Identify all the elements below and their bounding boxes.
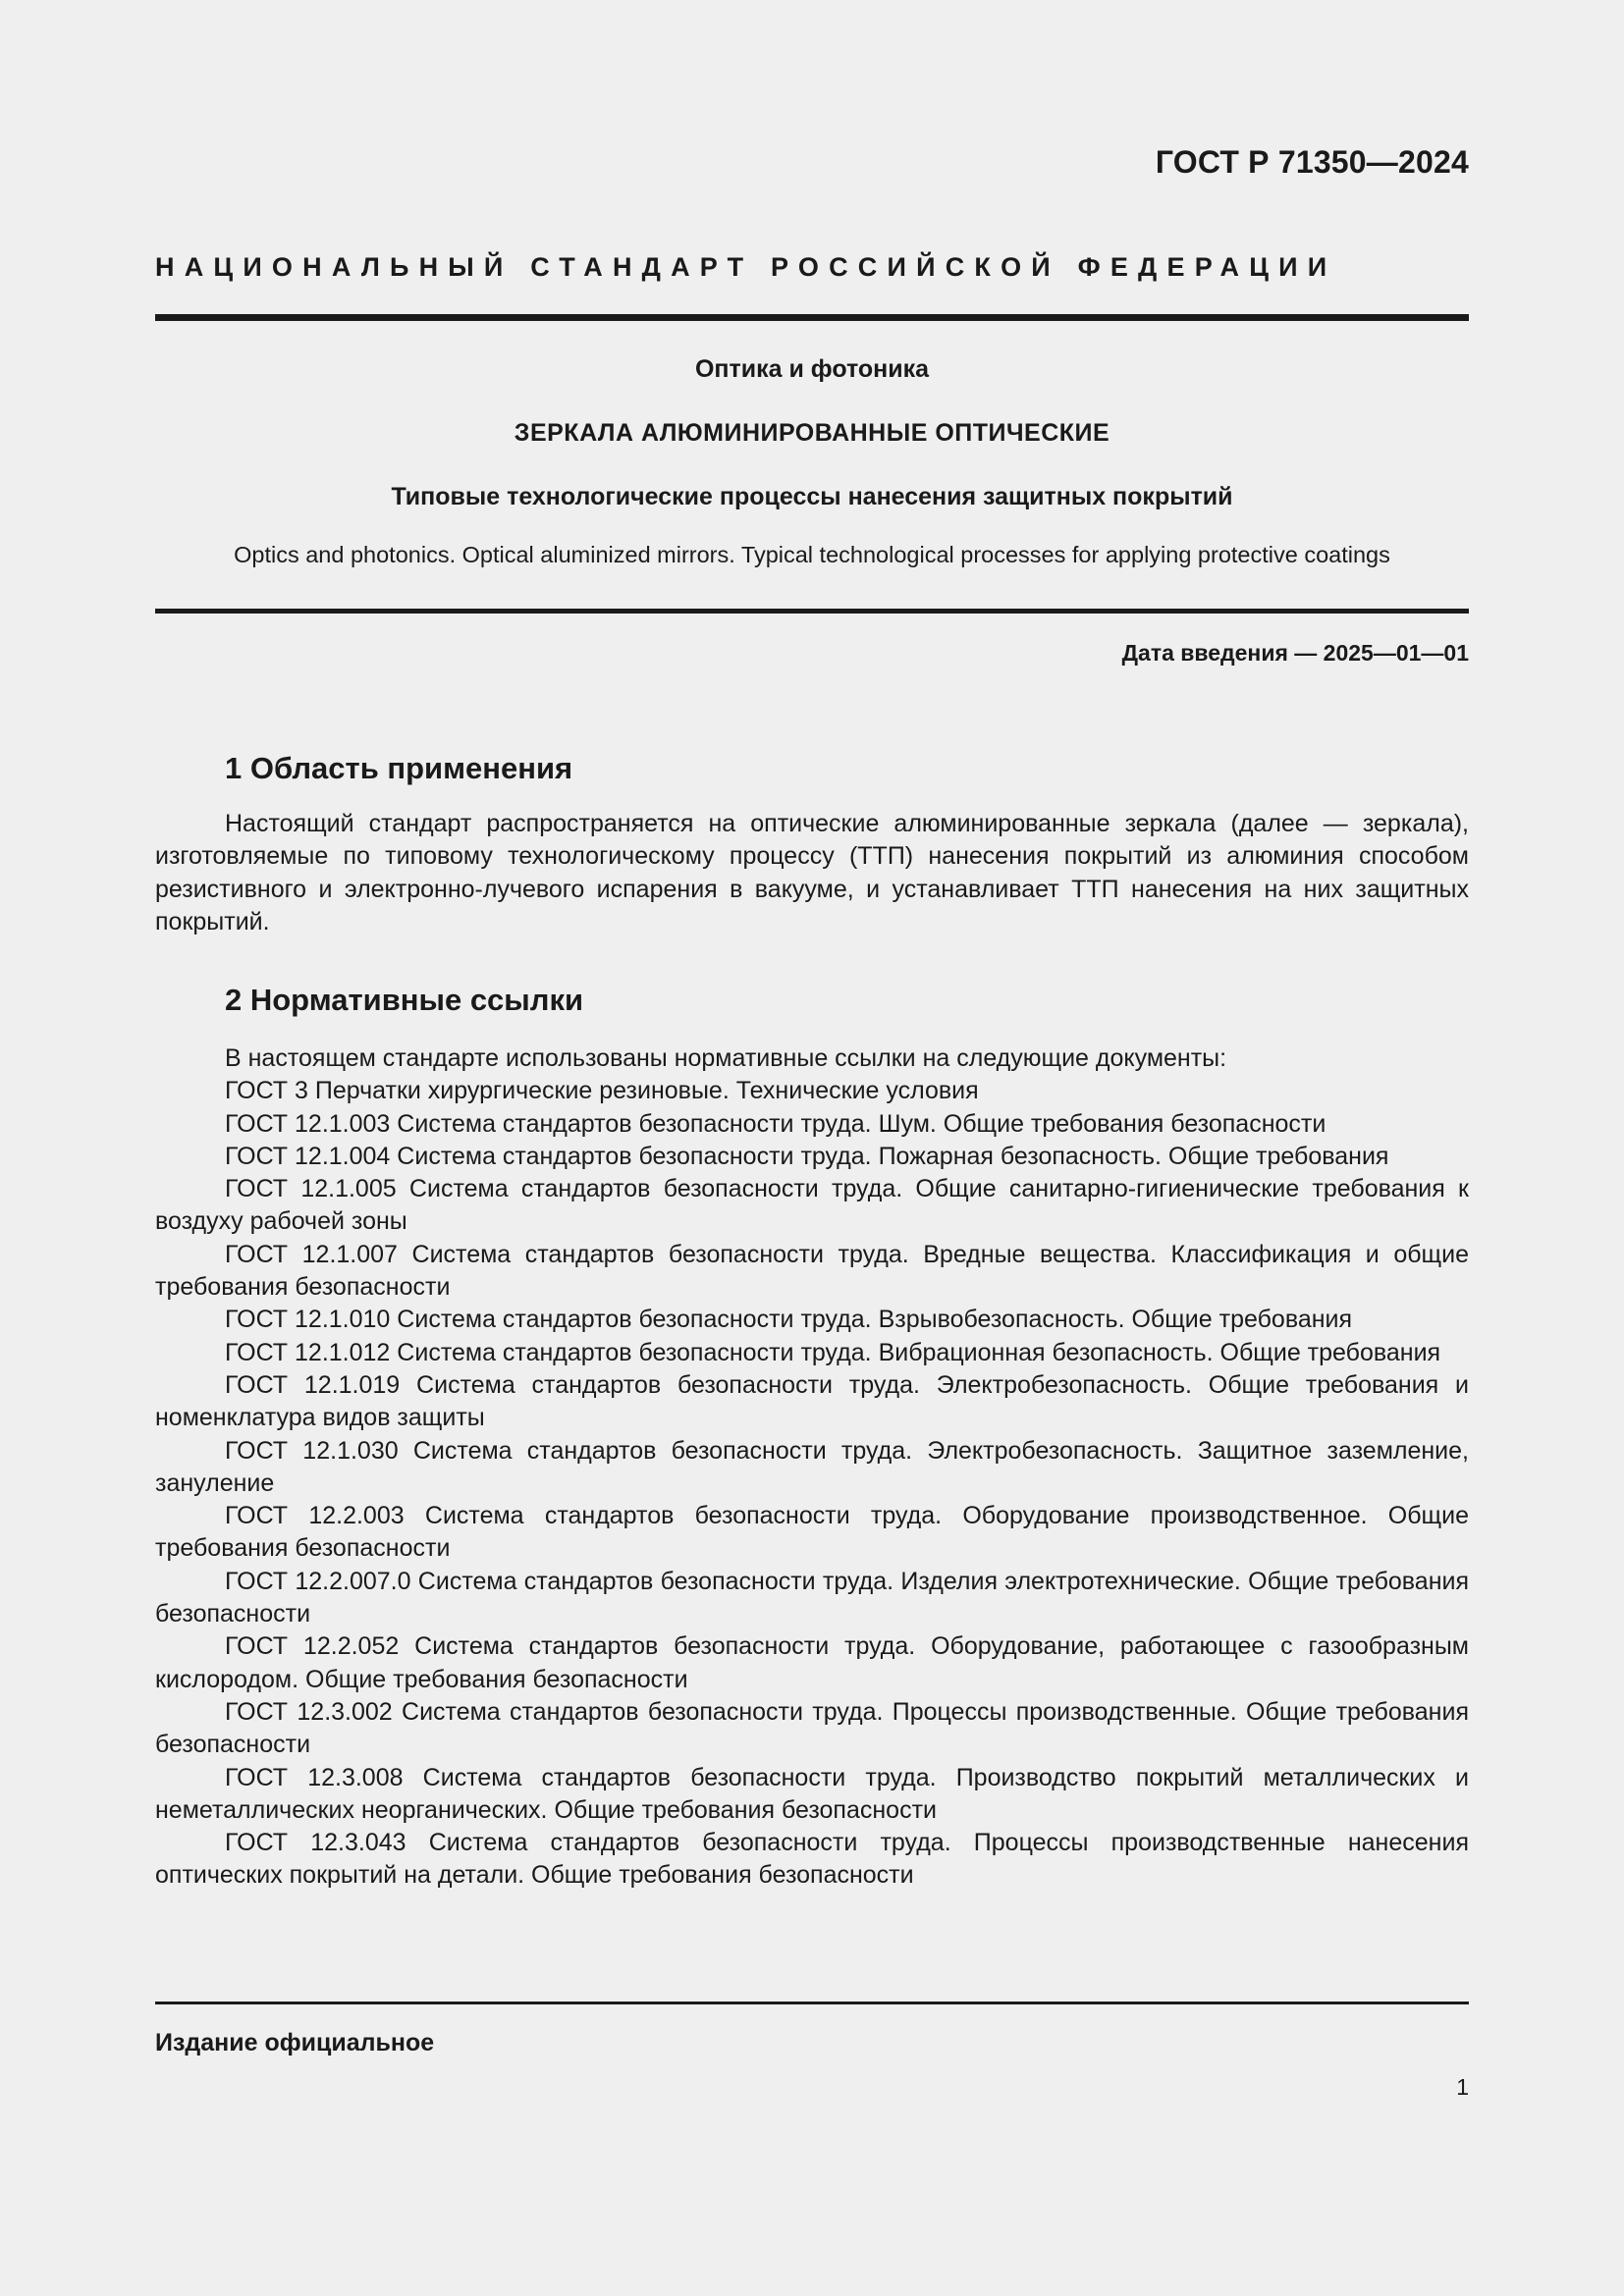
reference-title: Система стандартов безопасности труда. Шум. Общие требования безопасности [397, 1109, 1326, 1138]
reference-item [155, 1566, 1469, 1631]
reference-item [155, 1435, 1469, 1501]
subject-area: Оптика и фотоника [694, 355, 930, 383]
reference-title: Перчатки хирургические резиновые. Технические условия [314, 1077, 979, 1105]
reference-title: Система стандартов безопасности труда. Оборудование производственное. Общие требования безопасности [155, 1502, 1469, 1563]
reference-item [155, 1239, 1469, 1305]
reference-code: ГОСТ 12.1.012 [225, 1338, 391, 1366]
reference-title: Система стандартов безопасности труда. Взрывобезопасность. Общие требования [397, 1306, 1353, 1334]
reference-code: ГОСТ 12.1.010 [225, 1306, 391, 1334]
reference-item [155, 1337, 1469, 1369]
reference-title: Система стандартов безопасности труда. Процессы производственные. Общие требования безопасности [155, 1697, 1469, 1759]
reference-title: Система стандартов безопасности труда. Производство покрытий металлических и неметаллических неорганических. Общие требования безопасности [155, 1763, 1469, 1824]
reference-code: ГОСТ 12.1.019 [225, 1370, 401, 1399]
reference-title: Система стандартов безопасности труда. Электробезопасность. Общие требования и номенклатура видов защиты [155, 1370, 1469, 1432]
reference-item [155, 1075, 1469, 1107]
reference-title: Система стандартов безопасности труда. Вредные вещества. Классификация и общие требования безопасности [155, 1240, 1469, 1302]
reference-item [155, 1108, 1469, 1141]
reference-code: ГОСТ 12.2.052 [225, 1632, 400, 1661]
official-edition-label: Издание официальное [155, 2029, 435, 2056]
document-subtitle: Типовые технологические процессы нанесения защитных покрытий [391, 483, 1233, 510]
reference-code: ГОСТ 12.1.005 [225, 1175, 397, 1203]
reference-code: ГОСТ 12.3.008 [225, 1763, 404, 1791]
reference-item [155, 1141, 1469, 1173]
header-divider [155, 314, 1469, 321]
reference-code: ГОСТ 12.3.043 [225, 1829, 406, 1857]
title-divider [155, 609, 1469, 614]
reference-code: ГОСТ 3 [225, 1077, 308, 1105]
reference-code: ГОСТ 12.1.004 [225, 1142, 391, 1170]
reference-item [155, 1304, 1469, 1336]
reference-item [155, 1762, 1469, 1828]
scope-paragraph: Настоящий стандарт распространяется на оптические алюминированные зеркала (далее — зеркала), изготовляемые по типовому технологическому процессу (ТТП) нанесения покрытий из алюминия способом резистивного и электронно-лучевого испарения в вакууме, и устанавливает ТТП нанесения на них защитных покрытий. [155, 810, 1469, 935]
references-intro: В настоящем стандарте использованы нормативные ссылки на следующие документы: [225, 1044, 1227, 1072]
reference-title: Система стандартов безопасности труда. Электробезопасность. Защитное заземление, зануление [155, 1436, 1469, 1497]
reference-item [155, 1630, 1469, 1696]
reference-item [155, 1696, 1469, 1762]
reference-item [155, 1369, 1469, 1435]
reference-item [155, 1827, 1469, 1893]
reference-item [155, 1173, 1469, 1239]
reference-code: ГОСТ 12.1.003 [225, 1109, 391, 1138]
national-standard-banner: НАЦИОНАЛЬНЫЙ СТАНДАРТ РОССИЙСКОЙ ФЕДЕРАЦИИ [155, 252, 1337, 282]
reference-code: ГОСТ 12.2.003 [225, 1502, 405, 1530]
scope-paragraph-block [155, 808, 1469, 938]
footer-divider [155, 2002, 1469, 2004]
reference-code: ГОСТ 12.2.007.0 [225, 1567, 411, 1595]
document-title: ЗЕРКАЛА АЛЮМИНИРОВАННЫЕ ОПТИЧЕСКИЕ [514, 419, 1110, 447]
reference-title: Система стандартов безопасности труда. Пожарная безопасность. Общие требования [397, 1142, 1389, 1170]
section-heading-references: 2 Нормативные ссылки [225, 983, 584, 1017]
english-title: Optics and photonics. Optical aluminized mirrors. Typical technological processes for applying protective coatings [234, 542, 1390, 567]
reference-title: Система стандартов безопасности труда. Процессы производственные нанесения оптических покрытий на детали. Общие требования безопасности [155, 1829, 1469, 1890]
reference-title: Система стандартов безопасности труда. Вибрационная безопасность. Общие требования [397, 1338, 1441, 1366]
reference-title: Система стандартов безопасности труда. Оборудование, работающее с газообразным кислородом. Общие требования безопасности [155, 1632, 1469, 1693]
references-list [155, 1042, 1469, 1893]
reference-item [155, 1500, 1469, 1566]
gost-number: ГОСТ Р 71350—2024 [1155, 144, 1469, 180]
reference-title: Система стандартов безопасности труда. Изделия электротехнические. Общие требования безопасности [155, 1567, 1470, 1629]
introduction-date: Дата введения — 2025—01—01 [1121, 640, 1469, 666]
reference-code: ГОСТ 12.1.007 [225, 1240, 398, 1268]
reference-code: ГОСТ 12.3.002 [225, 1697, 393, 1726]
page-number: 1 [1456, 2074, 1469, 2100]
section-heading-scope: 1 Область применения [225, 751, 573, 785]
reference-title: Система стандартов безопасности труда. Общие санитарно-гигиенические требования к воздуху рабочей зоны [155, 1175, 1469, 1236]
reference-code: ГОСТ 12.1.030 [225, 1436, 399, 1465]
